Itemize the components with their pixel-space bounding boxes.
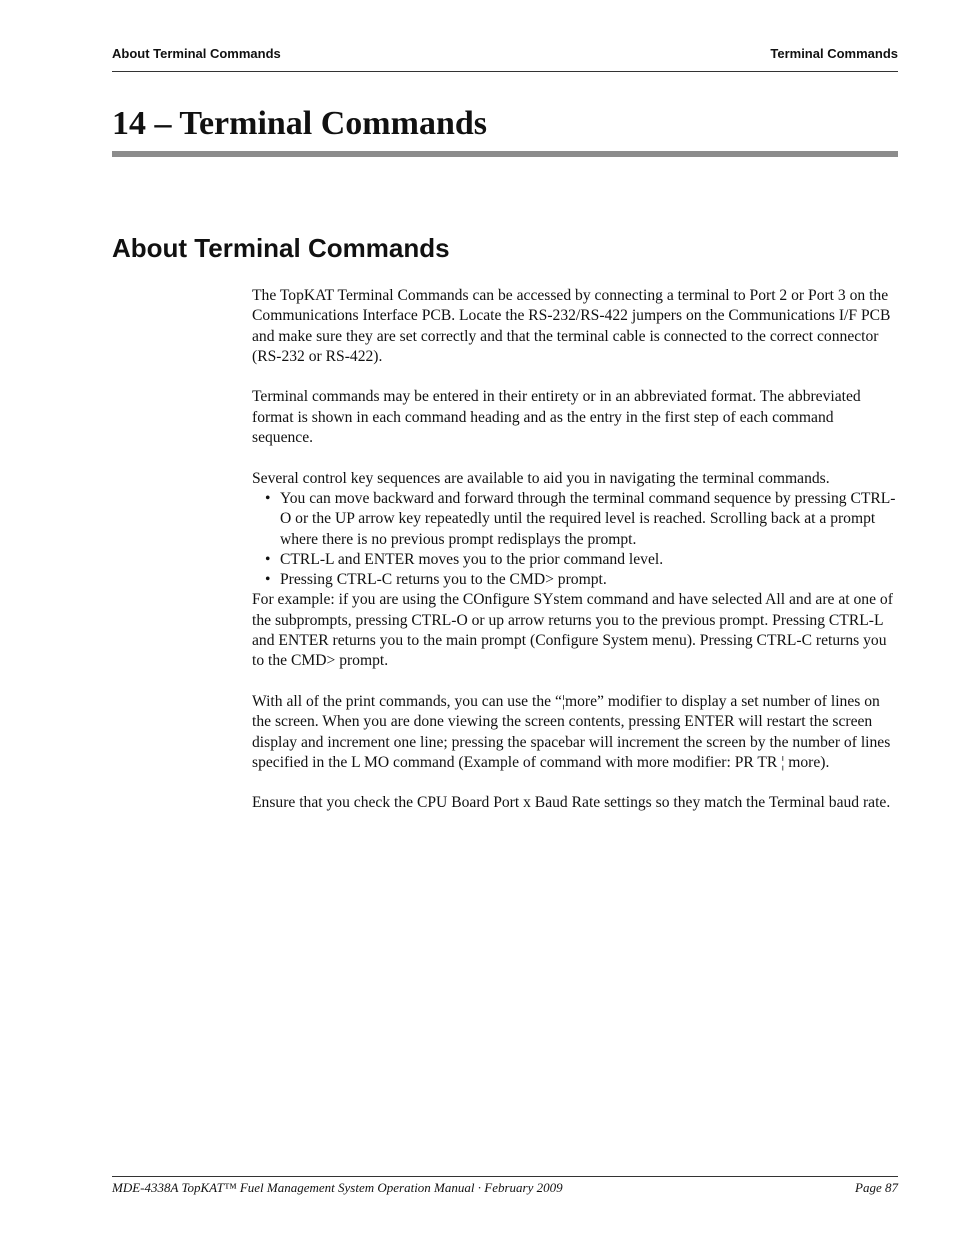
paragraph-abbreviated-format: Terminal commands may be entered in their entirety or in an abbreviated format. The abbreviated format is shown in each command heading and as the entry in the first step of each command sequence. <box>252 388 861 447</box>
paragraph-baud-rate: Ensure that you check the CPU Board Port x Baud Rate settings so they match the Terminal baud rate. <box>252 794 891 812</box>
footer-divider <box>112 1176 898 1177</box>
bullet-icon: • <box>265 489 271 507</box>
paragraph-control-keys-intro: Several control key sequences are available to aid you in navigating the terminal commands. <box>252 469 830 487</box>
chapter-title: 14 – Terminal Commands <box>112 105 487 142</box>
footer-page-number: Page 87 <box>855 1180 898 1195</box>
paragraph-example: For example: if you are using the COnfigure SYstem command and have selected All and are at one of the subprompts, pressing CTRL-O or up arrow returns you to the previous prompt. Pressing CTRL-L and ENTER returns you to the main prompt (Configure System menu). Pressing CTRL-C returns you to the CMD> prompt. <box>252 591 893 670</box>
section-title: About Terminal Commands <box>112 233 450 263</box>
body-content <box>252 286 898 834</box>
list-item-text: CTRL-L and ENTER moves you to the prior command level. <box>280 550 664 568</box>
list-item-text: You can move backward and forward through the terminal command sequence by pressing CTRL-O or the UP arrow key repeatedly until the required level is reached. Scrolling back at a prompt where there is no previous prompt redisplays the prompt. <box>280 489 896 548</box>
chapter-title-rule <box>112 151 898 157</box>
running-header <box>112 46 898 66</box>
list-item <box>252 550 898 570</box>
page-footer <box>112 1180 898 1200</box>
paragraph-more-modifier: With all of the print commands, you can use the “¦more” modifier to display a set number of lines on the screen. When you are done viewing the screen contents, pressing ENTER will restart the screen display and increment one line; pressing the spacebar will increment the screen by the number of lines specified in the L MO command (Example of command with more modifier: PR TR ¦ more). <box>252 692 891 771</box>
footer-document-title: MDE-4338A TopKAT™ Fuel Management System Operation Manual · February 2009 <box>112 1180 563 1195</box>
control-key-list <box>252 489 898 590</box>
bullet-icon: • <box>265 550 271 568</box>
paragraph-connecting-terminal: The TopKAT Terminal Commands can be accessed by connecting a terminal to Port 2 or Port 3 on the Communications Interface PCB. Locate the RS-232/RS-422 jumpers on the Communications I/F PCB and make sure they are set correctly and that the terminal cable is connected to the correct connector (RS-232 or RS-422). <box>252 287 891 365</box>
list-item <box>252 570 898 590</box>
header-divider <box>112 71 898 72</box>
list-item <box>252 489 898 550</box>
bullet-icon: • <box>265 571 271 589</box>
header-section-name: About Terminal Commands <box>112 46 281 61</box>
header-chapter-name: Terminal Commands <box>770 46 898 61</box>
list-item-text: Pressing CTRL-C returns you to the CMD> prompt. <box>280 571 607 589</box>
